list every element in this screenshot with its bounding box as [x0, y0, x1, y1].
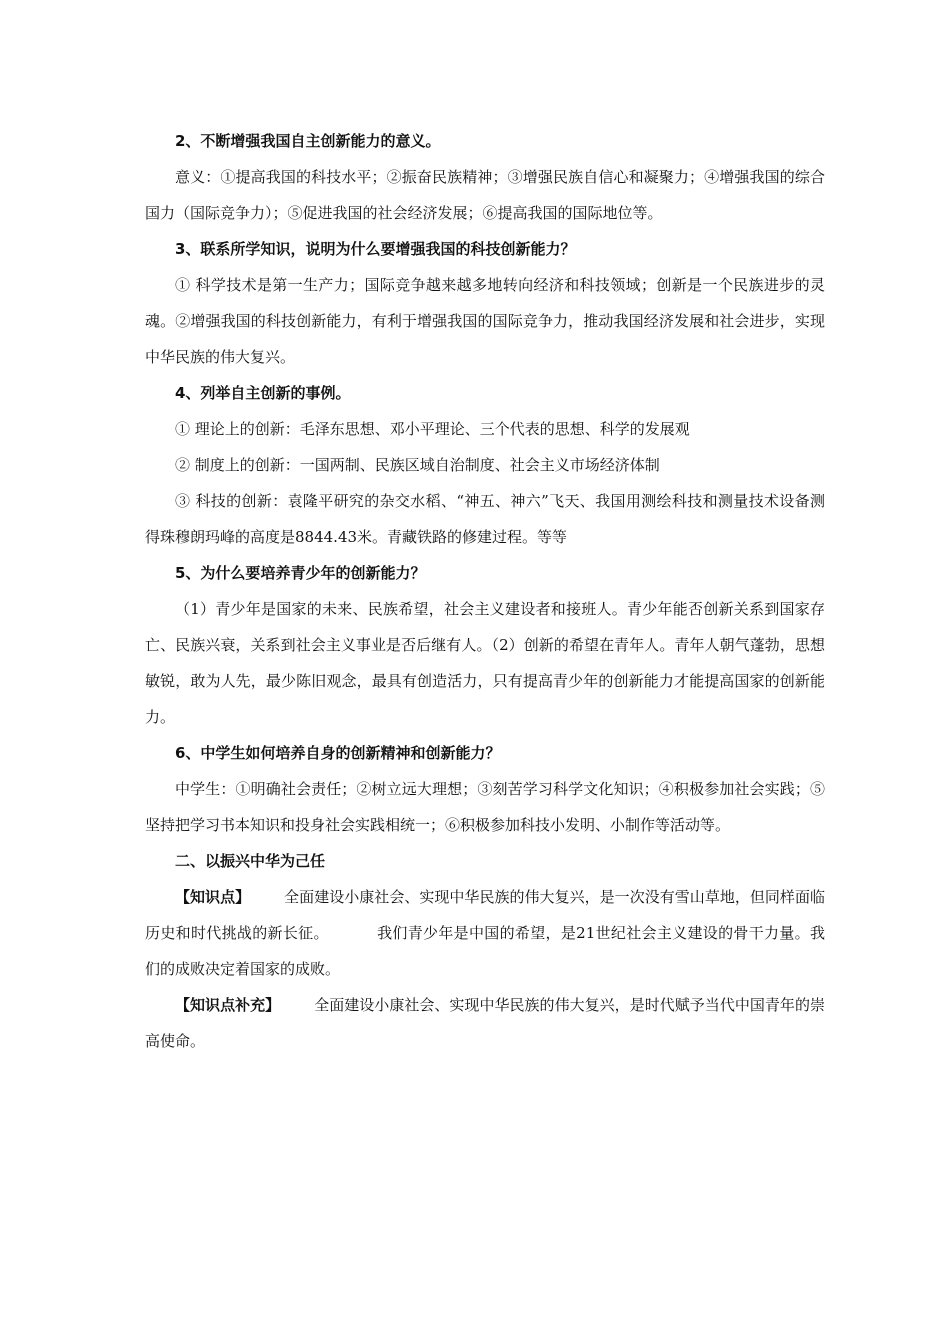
knowledge-point-supplement — [145, 987, 825, 1059]
section-body: 意义：①提高我国的科技水平；②振奋民族精神；③增强民族自信心和凝聚力；④增强我国的综合国力（国际竞争力）；⑤促进我国的社会经济发展；⑥提高我国的国际地位等。 — [145, 168, 825, 222]
section-heading: 6、中学生如何培养自身的创新精神和创新能力？ — [175, 744, 501, 762]
knowledge-point-text: 我们青少年是中国的希望，是21世纪社会主义建设的骨干力量。我们的成败决定着国家的成败。 — [145, 924, 825, 978]
section-heading: 2、不断增强我国自主创新能力的意义。 — [175, 132, 441, 150]
list-item: ③ 科技的创新：袁隆平研究的杂交水稻、“神五、神六”飞天、我国用测绘科技和测量技术设备测得珠穆朗玛峰的高度是8844.43米。青藏铁路的修建过程。等等 — [145, 492, 825, 546]
list-item: ② 制度上的创新：一国两制、民族区域自治制度、社会主义市场经济体制 — [175, 456, 660, 474]
section-heading: 5、为什么要培养青少年的创新能力？ — [175, 564, 426, 582]
section-body: ① 科学技术是第一生产力；国际竞争越来越多地转向经济和科技领域；创新是一个民族进步的灵魂。②增强我国的科技创新能力，有利于增强我国的国际竞争力，推动我国经济发展和社会进步，实现中华民族的伟大复兴。 — [145, 276, 825, 366]
section-q5 — [145, 555, 825, 735]
section-body: （1）青少年是国家的未来、民族希望，社会主义建设者和接班人。青少年能否创新关系到国家存亡、民族兴衰，关系到社会主义事业是否后继有人。（2）创新的希望在青年人。青年人朝气蓬勃，思想敏锐，敢为人先，最少陈旧观念，最具有创造活力，只有提高青少年的创新能力才能提高国家的创新能力。 — [145, 600, 825, 726]
section-heading: 3、联系所学知识，说明为什么要增强我国的科技创新能力？ — [175, 240, 576, 258]
knowledge-point — [145, 879, 825, 987]
section-q6 — [145, 735, 825, 843]
knowledge-point-supplement-text: 全面建设小康社会、实现中华民族的伟大复兴，是时代赋予当代中国青年的崇高使命。 — [145, 996, 825, 1050]
knowledge-point-supplement-tag: 【知识点补充】 — [175, 996, 281, 1014]
part-heading: 二、以振兴中华为己任 — [175, 852, 326, 870]
section-q3 — [145, 231, 825, 375]
list-item: ① 理论上的创新：毛泽东思想、邓小平理论、三个代表的思想、科学的发展观 — [175, 420, 690, 438]
section-q4 — [145, 375, 825, 555]
section-body: 中学生：①明确社会责任；②树立远大理想；③刻苦学习科学文化知识；④积极参加社会实践；⑤坚持把学习书本知识和投身社会实践相统一；⑥积极参加科技小发明、小制作等活动等。 — [145, 780, 825, 834]
knowledge-point-text: 全面建设小康社会、实现中华民族的伟大复兴，是一次没有雪山草地，但同样面临历史和时代挑战的新长征。 — [145, 888, 825, 942]
section-heading: 4、列举自主创新的事例。 — [175, 384, 351, 402]
document-page — [145, 123, 825, 1059]
knowledge-point-tag: 【知识点】 — [175, 888, 251, 906]
section-q2 — [145, 123, 825, 231]
section-part2 — [145, 843, 825, 1059]
